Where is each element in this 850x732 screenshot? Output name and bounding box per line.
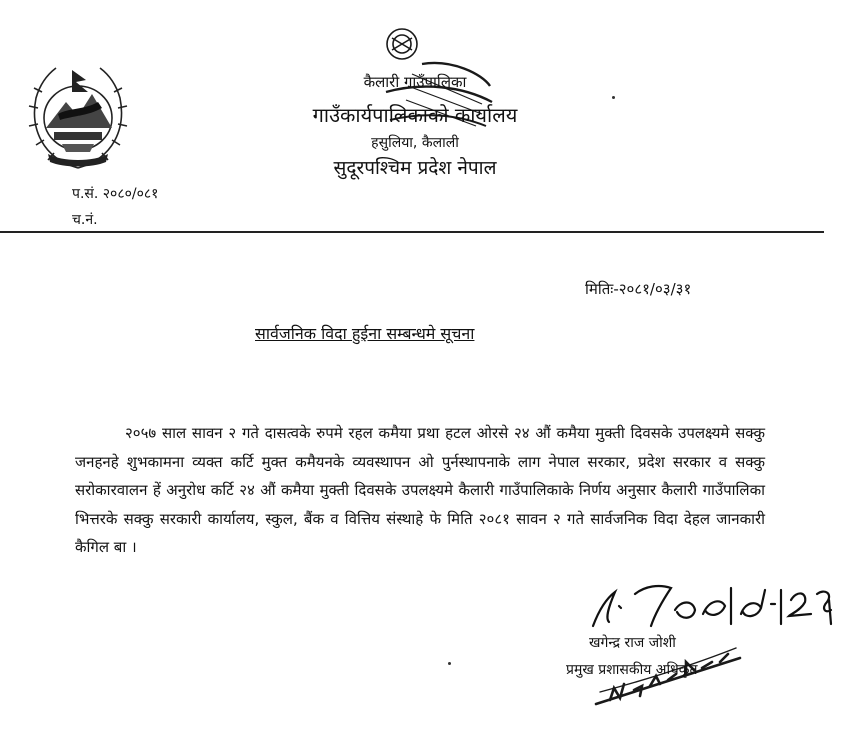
handwritten-signature-icon (585, 570, 835, 635)
office-address: हसुलिया, कैलाली (371, 135, 459, 151)
dispatch-number: च.नं. (72, 212, 98, 228)
scan-speck (612, 96, 615, 99)
notice-date: मितिः-२०८१/०३/३१ (585, 280, 692, 298)
office-name: गाउँकार्यपालिकाको कार्यालय (312, 103, 518, 127)
municipality-name: कैलारी गाउँपालिका (363, 73, 467, 91)
nepal-emblem-icon (22, 58, 134, 176)
notice-body: २०५७ साल सावन २ गते दासत्वके रुपमे रहल कमैया प्रथा हटल ओरसे २४ औं कमैया मुक्ती दिवसके उपलक्ष्यमे सक्कु जनहनहे शुभकामना व्यक्त कर्टि मुक्त कमैयनके व्यवस्थापन ओ पुर्नस्थापनाके लाग नेपाल सरकार, प्रदेश सरकार व सक्कु सरोकारवालन हें अनुरोध कर्टि २४ औं कमैया मुक्ती दिवसके उपलक्ष्यमे कैलारी गाउँपालिकाके निर्णय अनुसार कैलारी गाउँपालिका भित्तरके सक्कु सरकारी कार्यालय, स्कुल, बैंक व वित्तिय संस्थाहे फे मिति २०८१ सावन २ गते सार्वजनिक विदा देहल जानकारी कैगिल बा । (75, 424, 765, 556)
header-divider (0, 231, 824, 233)
signer-name: खगेन्द्र राज जोशी (589, 635, 676, 651)
signer-title: प्रमुख प्रशासकीय अधिकृत (566, 662, 698, 678)
reference-number: प.सं. २०८०/०८१ (72, 186, 159, 202)
province-name: सुदूरपश्चिम प्रदेश नेपाल (333, 157, 497, 179)
scan-speck (448, 662, 451, 665)
notice-title: सार्वजनिक विदा हुईना सम्बन्धमे सूचना (255, 324, 475, 343)
